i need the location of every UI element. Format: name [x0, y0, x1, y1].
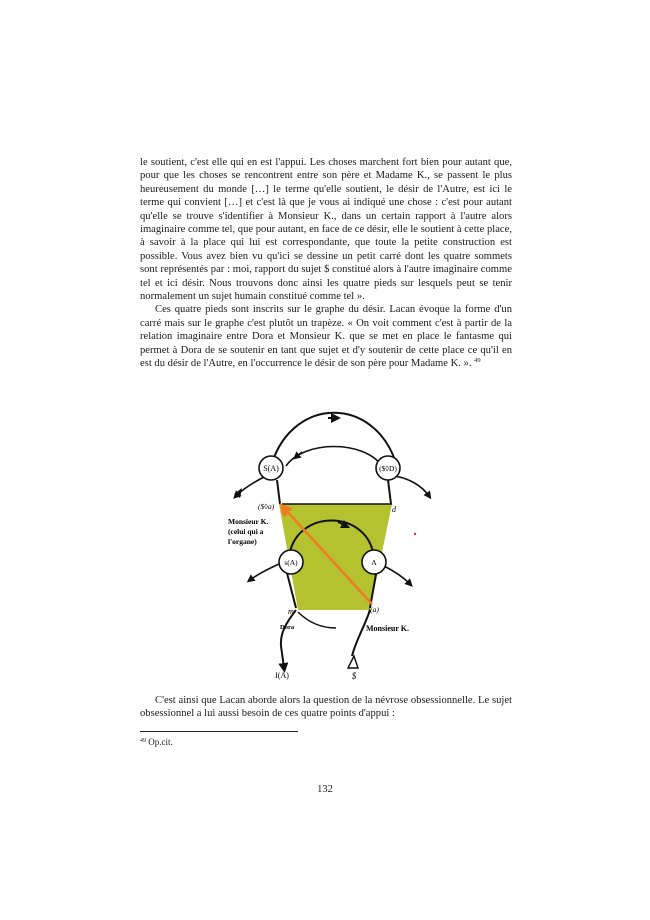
- paragraph-1: le soutient, c'est elle qui en est l'appui. Les choses marchent fort bien pour autant que, pour que les choses se rencontrent entre son père et Madame K., se passent le plus heureusement du monde […] le terme qu'elle soutient, le désir de l'Autre, est ici le terme qui convient […] et c'est là que je vous ai indiqué une chose : c'est pour autant qu'elle se trouve s'identifier à Monsieur K., dans un certain rapport à l'autre alors imaginaire comme tel, que pour autant, en face de ce désir, elle le soutient à cette place, à savoir à la place qui lui est correspondante, que toute la petite construction est possible. Vous avez bien vu qu'ici se dessine un petit carré dont les quatre sommets sont représentés par : moi, rapport du sujet $ constitué alors à l'autre imaginaire comme tel et ici désir. Nous trouvons donc ainsi les quatre pieds sur lesquels peut se tenir normalement un sujet humain constitué comme tel ».: [140, 157, 512, 303]
- left-upper-stroke: [277, 480, 280, 504]
- footnote-text: Op.cit.: [148, 737, 173, 747]
- footnote-number: 49: [140, 738, 146, 744]
- middle-right-tail: [384, 566, 410, 584]
- graph-of-desire-figure: [224, 408, 439, 682]
- footnote: [140, 737, 173, 747]
- inner-upper-arc-arrow: [296, 452, 302, 457]
- label-monsieur-k-left: Monsieur K.: [228, 517, 269, 526]
- label-i-big-a: I(A): [275, 671, 289, 680]
- left-triangle-top: [234, 488, 242, 498]
- label-monsieur-k-right: Monsieur K.: [366, 624, 409, 633]
- main-text-top: [140, 156, 512, 371]
- label-m: m: [288, 607, 294, 616]
- upper-arc: [272, 413, 396, 463]
- label-drive: ($◊D): [379, 464, 397, 473]
- label-barred-s: $: [351, 671, 357, 681]
- footnote-divider: [140, 731, 298, 732]
- label-l-organe: l'organe): [228, 537, 257, 546]
- label-celui-qui-a: (celui qui a: [228, 527, 264, 536]
- lower-hook: [298, 612, 336, 628]
- main-text-bottom: [140, 694, 512, 721]
- label-dora: Dora: [280, 624, 295, 631]
- lower-left-curve: [281, 610, 296, 668]
- label-a: A: [371, 558, 377, 567]
- paragraph-2: [140, 303, 512, 370]
- middle-left-tail: [250, 564, 279, 580]
- inner-upper-arc: [286, 447, 382, 467]
- paragraph-2-text: Ces quatre pieds sont inscrits sur le graphe du désir. Lacan évoque la forme d'un carré mais sur le graphe c'est plutôt un trapèze. « On voit comment c'est à partir de la relation imaginaire entre Dora et Monsieur K. que se met en place le fantasme qui permet à Dora de se soutenir en tant que sujet et d'y soutenir de cette place ce qu'il en est du désir de l'Autre, en l'occurrence le désir de son père pour Madame K. ».: [140, 304, 512, 370]
- label-i-a: i(a): [368, 605, 379, 614]
- page-number: 132: [317, 784, 333, 795]
- graph-svg: [224, 408, 439, 682]
- lower-right-curve: [352, 610, 370, 656]
- label-fantasy: ($◊a): [258, 502, 275, 511]
- paragraph-3: C'est ainsi que Lacan aborde alors la question de la névrose obsessionnelle. Le sujet obsessionnel a lui aussi besoin de ces quatre points d'appui :: [140, 695, 512, 720]
- red-dot: [414, 533, 416, 535]
- right-upper-stroke: [388, 480, 391, 504]
- label-d: d: [392, 505, 396, 514]
- label-s-a-top: S(A): [263, 464, 279, 473]
- footnote-ref[interactable]: 49: [474, 357, 481, 365]
- barred-s-triangle: [348, 656, 358, 668]
- label-s-a-mid: s(A): [284, 558, 298, 567]
- upper-right-tail: [394, 476, 429, 496]
